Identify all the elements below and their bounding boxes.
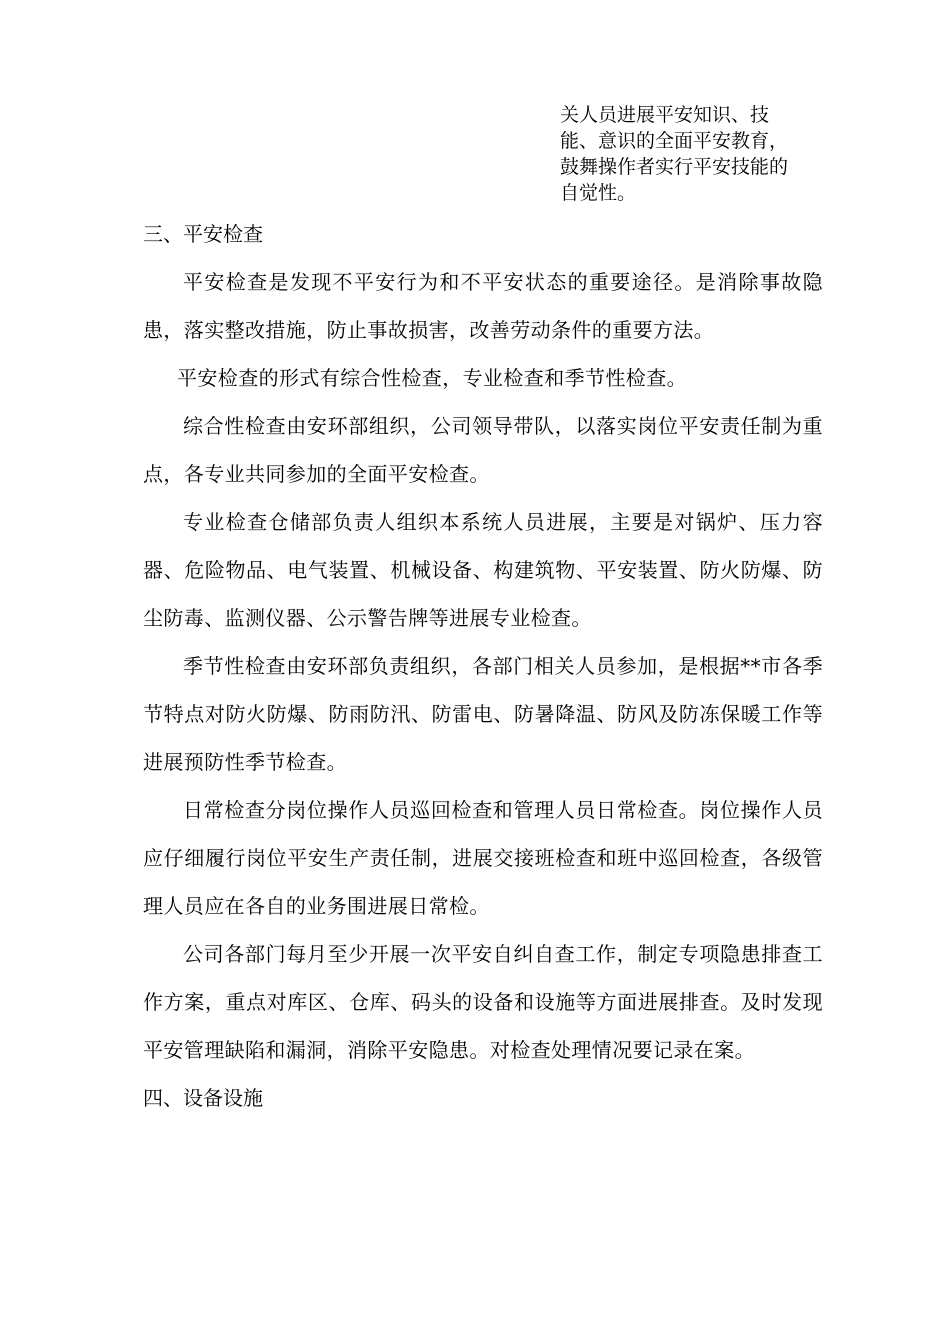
note-line: 能、意识的全面平安教育，	[560, 130, 789, 152]
paragraph-inspection-purpose: 平安检查是发现不平安行为和不平安状态的重要途径。是消除事故隐患，落实整改措施，防止事故损害，改善劳动条件的重要方法。	[143, 270, 823, 342]
document-body	[143, 210, 823, 1122]
paragraph-comprehensive-inspection: 综合性检查由安环部组织，公司领导带队，以落实岗位平安责任制为重点，各专业共同参加的全面平安检查。	[143, 414, 823, 486]
note-line: 关人员进展平安知识、技	[560, 104, 770, 126]
paragraph-daily-inspection: 日常检查分岗位操作人员巡回检查和管理人员日常检查。岗位操作人员应仔细履行岗位平安生产责任制，进展交接班检查和班中巡回检查，各级管理人员应在各自的业务围进展日常检。	[143, 798, 823, 918]
note-line: 自觉性。	[560, 182, 637, 204]
continued-table-cell-note	[560, 102, 830, 206]
paragraph-monthly-self-inspection: 公司各部门每月至少开展一次平安自纠自查工作，制定专项隐患排查工作方案，重点对库区、仓库、码头的设备和设施等方面进展排查。及时发现平安管理缺陷和漏洞，消除平安隐患。对检查处理情况要记录在案。	[143, 942, 823, 1062]
note-line: 鼓舞操作者实行平安技能的	[560, 156, 789, 178]
paragraph-professional-inspection: 专业检查仓储部负责人组织本系统人员进展，主要是对锅炉、压力容器、危险物品、电气装置、机械设备、构建筑物、平安装置、防火防爆、防尘防毒、监测仪器、公示警告牌等进展专业检查。	[143, 510, 823, 630]
section-heading-safety-inspection: 三、平安检查	[143, 222, 263, 246]
paragraph-inspection-forms: 平安检查的形式有综合性检查，专业检查和季节性检查。	[177, 366, 687, 390]
section-heading-equipment-facilities: 四、设备设施	[143, 1086, 263, 1110]
paragraph-seasonal-inspection: 季节性检查由安环部负责组织，各部门相关人员参加，是根据**市各季节特点对防火防爆、防雨防汛、防雷电、防暑降温、防风及防冻保暖工作等进展预防性季节检查。	[143, 654, 823, 774]
